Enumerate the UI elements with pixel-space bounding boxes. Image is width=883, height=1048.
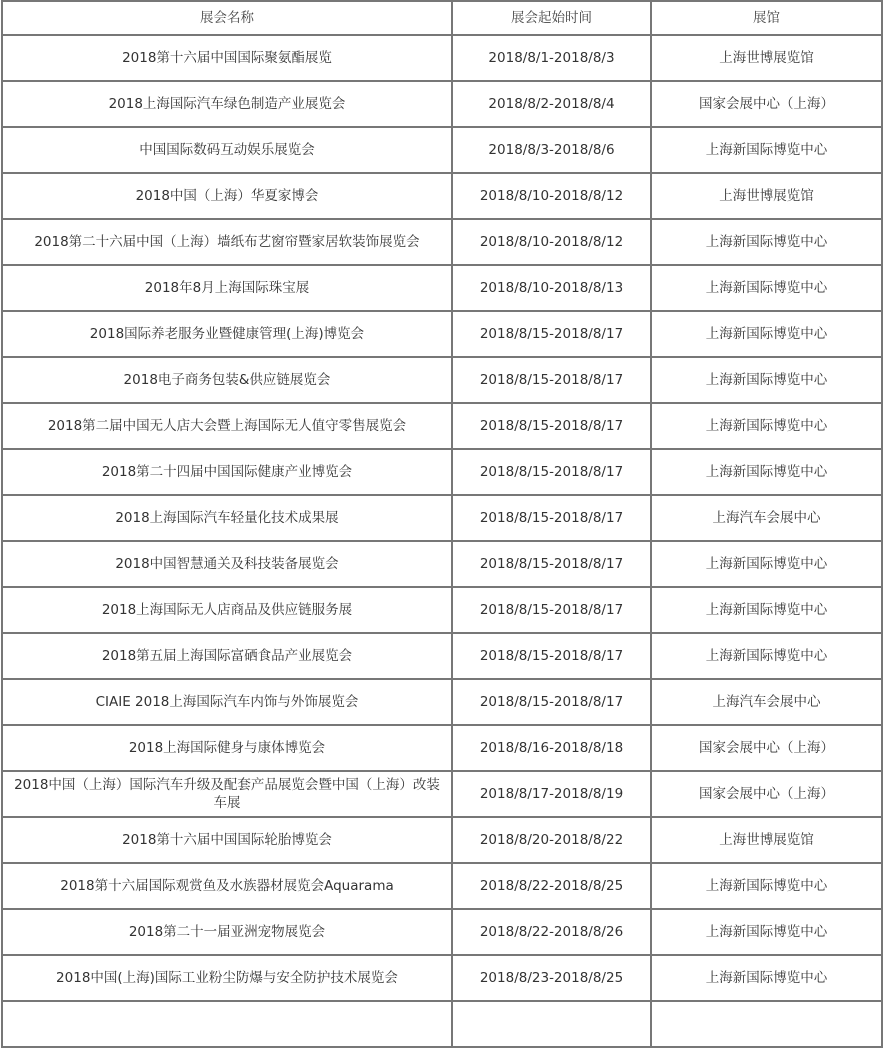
- venue-cell: 上海新国际博览中心: [651, 863, 882, 909]
- exhibition-name-cell: CIAIE 2018上海国际汽车内饰与外饰展览会: [2, 679, 452, 725]
- exhibition-name-cell: 2018年8月上海国际珠宝展: [2, 265, 452, 311]
- date-range-cell: 2018/8/10-2018/8/12: [452, 219, 651, 265]
- venue-cell: 上海世博展览馆: [651, 35, 882, 81]
- table-row: [2, 863, 882, 909]
- venue-cell: 上海新国际博览中心: [651, 311, 882, 357]
- header-venue: 展馆: [651, 1, 882, 35]
- table-row: [2, 955, 882, 1001]
- exhibition-name-cell: 2018上海国际健身与康体博览会: [2, 725, 452, 771]
- date-range-cell: 2018/8/17-2018/8/19: [452, 771, 651, 817]
- date-range-cell: 2018/8/15-2018/8/17: [452, 403, 651, 449]
- table-row: [2, 541, 882, 587]
- venue-cell: 上海新国际博览中心: [651, 357, 882, 403]
- exhibition-name-cell: 2018上海国际汽车绿色制造产业展览会: [2, 81, 452, 127]
- table-row: [2, 771, 882, 817]
- venue-cell: 上海新国际博览中心: [651, 587, 882, 633]
- date-range-cell: 2018/8/22-2018/8/26: [452, 909, 651, 955]
- exhibition-name-cell: 2018第二十六届中国（上海）墙纸布艺窗帘暨家居软装饰展览会: [2, 219, 452, 265]
- date-range-cell: 2018/8/15-2018/8/17: [452, 311, 651, 357]
- date-range-cell: 2018/8/15-2018/8/17: [452, 495, 651, 541]
- venue-cell: [651, 1001, 882, 1047]
- venue-cell: 上海新国际博览中心: [651, 265, 882, 311]
- exhibition-name-cell: 2018中国（上海）华夏家博会: [2, 173, 452, 219]
- header-start-date: 展会起始时间: [452, 1, 651, 35]
- exhibition-name-cell: 2018中国（上海）国际汽车升级及配套产品展览会暨中国（上海）改装车展: [2, 771, 452, 817]
- venue-cell: 上海世博展览馆: [651, 173, 882, 219]
- venue-cell: 上海新国际博览中心: [651, 541, 882, 587]
- venue-cell: 上海新国际博览中心: [651, 219, 882, 265]
- date-range-cell: 2018/8/15-2018/8/17: [452, 633, 651, 679]
- exhibition-name-cell: 2018上海国际汽车轻量化技术成果展: [2, 495, 452, 541]
- venue-cell: 上海新国际博览中心: [651, 403, 882, 449]
- exhibition-name-cell: 2018第二届中国无人店大会暨上海国际无人值守零售展览会: [2, 403, 452, 449]
- date-range-cell: 2018/8/20-2018/8/22: [452, 817, 651, 863]
- table-row: [2, 357, 882, 403]
- venue-cell: 上海汽车会展中心: [651, 679, 882, 725]
- venue-cell: 国家会展中心（上海）: [651, 81, 882, 127]
- exhibition-name-cell: 2018中国智慧通关及科技装备展览会: [2, 541, 452, 587]
- table-row: [2, 127, 882, 173]
- date-range-cell: 2018/8/3-2018/8/6: [452, 127, 651, 173]
- date-range-cell: [452, 1001, 651, 1047]
- table-row: [2, 81, 882, 127]
- date-range-cell: 2018/8/15-2018/8/17: [452, 449, 651, 495]
- venue-cell: 上海新国际博览中心: [651, 633, 882, 679]
- table-row: [2, 265, 882, 311]
- table-row: [2, 1001, 882, 1047]
- exhibition-name-cell: 2018电子商务包装&供应链展览会: [2, 357, 452, 403]
- table-row: [2, 449, 882, 495]
- exhibition-name-cell: 2018上海国际无人店商品及供应链服务展: [2, 587, 452, 633]
- date-range-cell: 2018/8/22-2018/8/25: [452, 863, 651, 909]
- header-row: [2, 1, 882, 35]
- table-row: [2, 587, 882, 633]
- exhibition-name-cell: 2018中国(上海)国际工业粉尘防爆与安全防护技术展览会: [2, 955, 452, 1001]
- date-range-cell: 2018/8/15-2018/8/17: [452, 357, 651, 403]
- table-row: [2, 817, 882, 863]
- exhibition-name-cell: 2018第五届上海国际富硒食品产业展览会: [2, 633, 452, 679]
- venue-cell: 上海新国际博览中心: [651, 955, 882, 1001]
- exhibition-name-cell: 2018第十六届中国国际轮胎博览会: [2, 817, 452, 863]
- venue-cell: 上海新国际博览中心: [651, 127, 882, 173]
- header-exhibition-name: 展会名称: [2, 1, 452, 35]
- date-range-cell: 2018/8/23-2018/8/25: [452, 955, 651, 1001]
- exhibition-name-cell: 2018国际养老服务业暨健康管理(上海)博览会: [2, 311, 452, 357]
- table-body: [2, 35, 882, 1047]
- table-row: [2, 909, 882, 955]
- table-row: [2, 173, 882, 219]
- venue-cell: 上海世博展览馆: [651, 817, 882, 863]
- venue-cell: 上海新国际博览中心: [651, 909, 882, 955]
- date-range-cell: 2018/8/10-2018/8/12: [452, 173, 651, 219]
- table-row: [2, 495, 882, 541]
- exhibition-name-cell: 2018第二十一届亚洲宠物展览会: [2, 909, 452, 955]
- table-row: [2, 311, 882, 357]
- venue-cell: 国家会展中心（上海）: [651, 771, 882, 817]
- date-range-cell: 2018/8/15-2018/8/17: [452, 541, 651, 587]
- table-row: [2, 35, 882, 81]
- exhibition-table: [1, 0, 883, 1048]
- date-range-cell: 2018/8/15-2018/8/17: [452, 587, 651, 633]
- venue-cell: 上海汽车会展中心: [651, 495, 882, 541]
- date-range-cell: 2018/8/16-2018/8/18: [452, 725, 651, 771]
- exhibition-name-cell: 2018第十六届中国国际聚氨酯展览: [2, 35, 452, 81]
- table-row: [2, 679, 882, 725]
- date-range-cell: 2018/8/10-2018/8/13: [452, 265, 651, 311]
- exhibition-name-cell: [2, 1001, 452, 1047]
- table-row: [2, 633, 882, 679]
- exhibition-name-cell: 中国国际数码互动娱乐展览会: [2, 127, 452, 173]
- date-range-cell: 2018/8/1-2018/8/3: [452, 35, 651, 81]
- date-range-cell: 2018/8/15-2018/8/17: [452, 679, 651, 725]
- venue-cell: 上海新国际博览中心: [651, 449, 882, 495]
- exhibition-name-cell: 2018第二十四届中国国际健康产业博览会: [2, 449, 452, 495]
- table-header: [2, 1, 882, 35]
- exhibition-name-cell: 2018第十六届国际观赏鱼及水族器材展览会Aquarama: [2, 863, 452, 909]
- table-row: [2, 219, 882, 265]
- table-row: [2, 403, 882, 449]
- date-range-cell: 2018/8/2-2018/8/4: [452, 81, 651, 127]
- table-row: [2, 725, 882, 771]
- venue-cell: 国家会展中心（上海）: [651, 725, 882, 771]
